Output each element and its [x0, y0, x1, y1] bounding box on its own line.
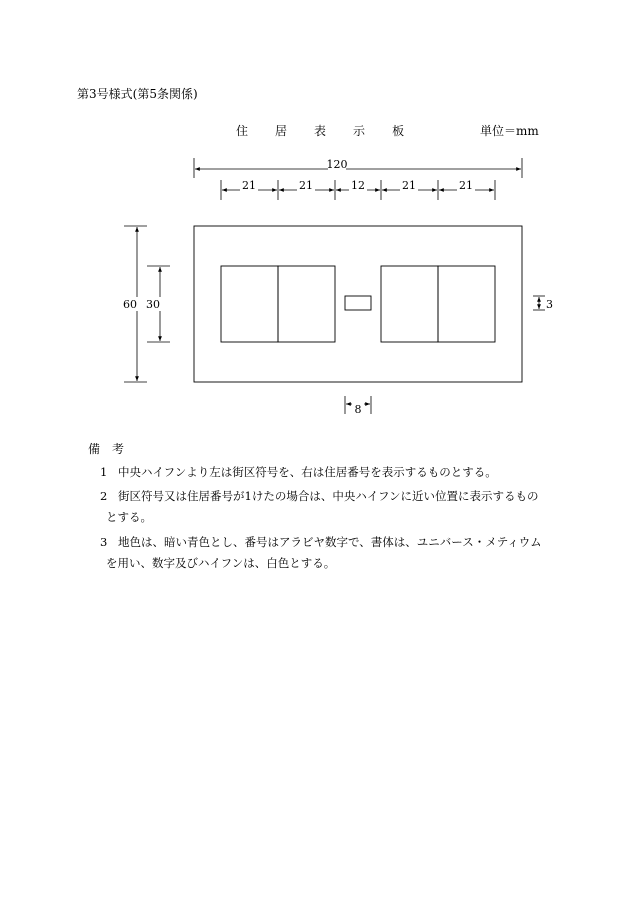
segment-label: 21 — [299, 179, 313, 192]
remark-text: 中央ハイフンより左は街区符号を、右は住居番号を表示するものとする。 — [118, 465, 497, 479]
number-panel-right-1 — [381, 266, 438, 342]
hyphen-height-label: 3 — [546, 298, 553, 311]
center-hyphen — [345, 296, 371, 310]
form-number-label: 第3号様式(第5条関係) — [77, 87, 198, 101]
title-char: 住 — [236, 124, 251, 138]
segment-label: 21 — [402, 179, 416, 192]
remark-text-continued: とする。 — [106, 510, 152, 524]
segment-label: 12 — [351, 179, 365, 192]
remark-text-continued: を用い、数字及びハイフンは、白色とする。 — [106, 556, 336, 570]
segment-label: 21 — [459, 179, 473, 192]
title-char: 板 — [392, 124, 407, 138]
remark-text: 街区符号又は住居番号が1けたの場合は、中央ハイフンに近い位置に表示するもの — [118, 489, 539, 503]
segment-dimensions — [221, 179, 495, 200]
title-char: 示 — [353, 124, 368, 138]
block-panel-left-1 — [221, 266, 278, 342]
remark-item — [100, 486, 560, 528]
total-height-label: 60 — [123, 298, 137, 311]
unit-label: 単位＝mm — [480, 124, 539, 138]
total-width-label: 120 — [326, 158, 348, 171]
block-panel-left-2 — [278, 266, 335, 342]
remark-item — [100, 462, 497, 483]
remarks-heading: 備考 — [88, 442, 137, 456]
sign-dimension-diagram — [0, 0, 630, 430]
outer-plate — [194, 226, 522, 382]
title-char: 居 — [275, 124, 290, 138]
hyphen-width-label: 8 — [354, 403, 362, 416]
remark-text: 地色は、暗い青色とし、番号はアラビヤ数字で、書体は、ユニバース・メティウム — [118, 535, 542, 549]
panel-height-dimension — [146, 266, 170, 342]
hyphen-width-dimension — [345, 396, 371, 416]
segment-label: 21 — [242, 179, 256, 192]
number-panel-right-2 — [438, 266, 495, 342]
total-width-dimension — [194, 158, 522, 178]
hyphen-height-dimension — [533, 296, 553, 311]
total-height-dimension — [123, 226, 147, 382]
remark-number: 2 — [100, 489, 108, 503]
remark-number: 1 — [100, 465, 108, 479]
title-char: 表 — [314, 124, 329, 138]
remark-item — [100, 532, 560, 574]
remark-number: 3 — [100, 535, 108, 549]
panel-height-label: 30 — [146, 298, 160, 311]
